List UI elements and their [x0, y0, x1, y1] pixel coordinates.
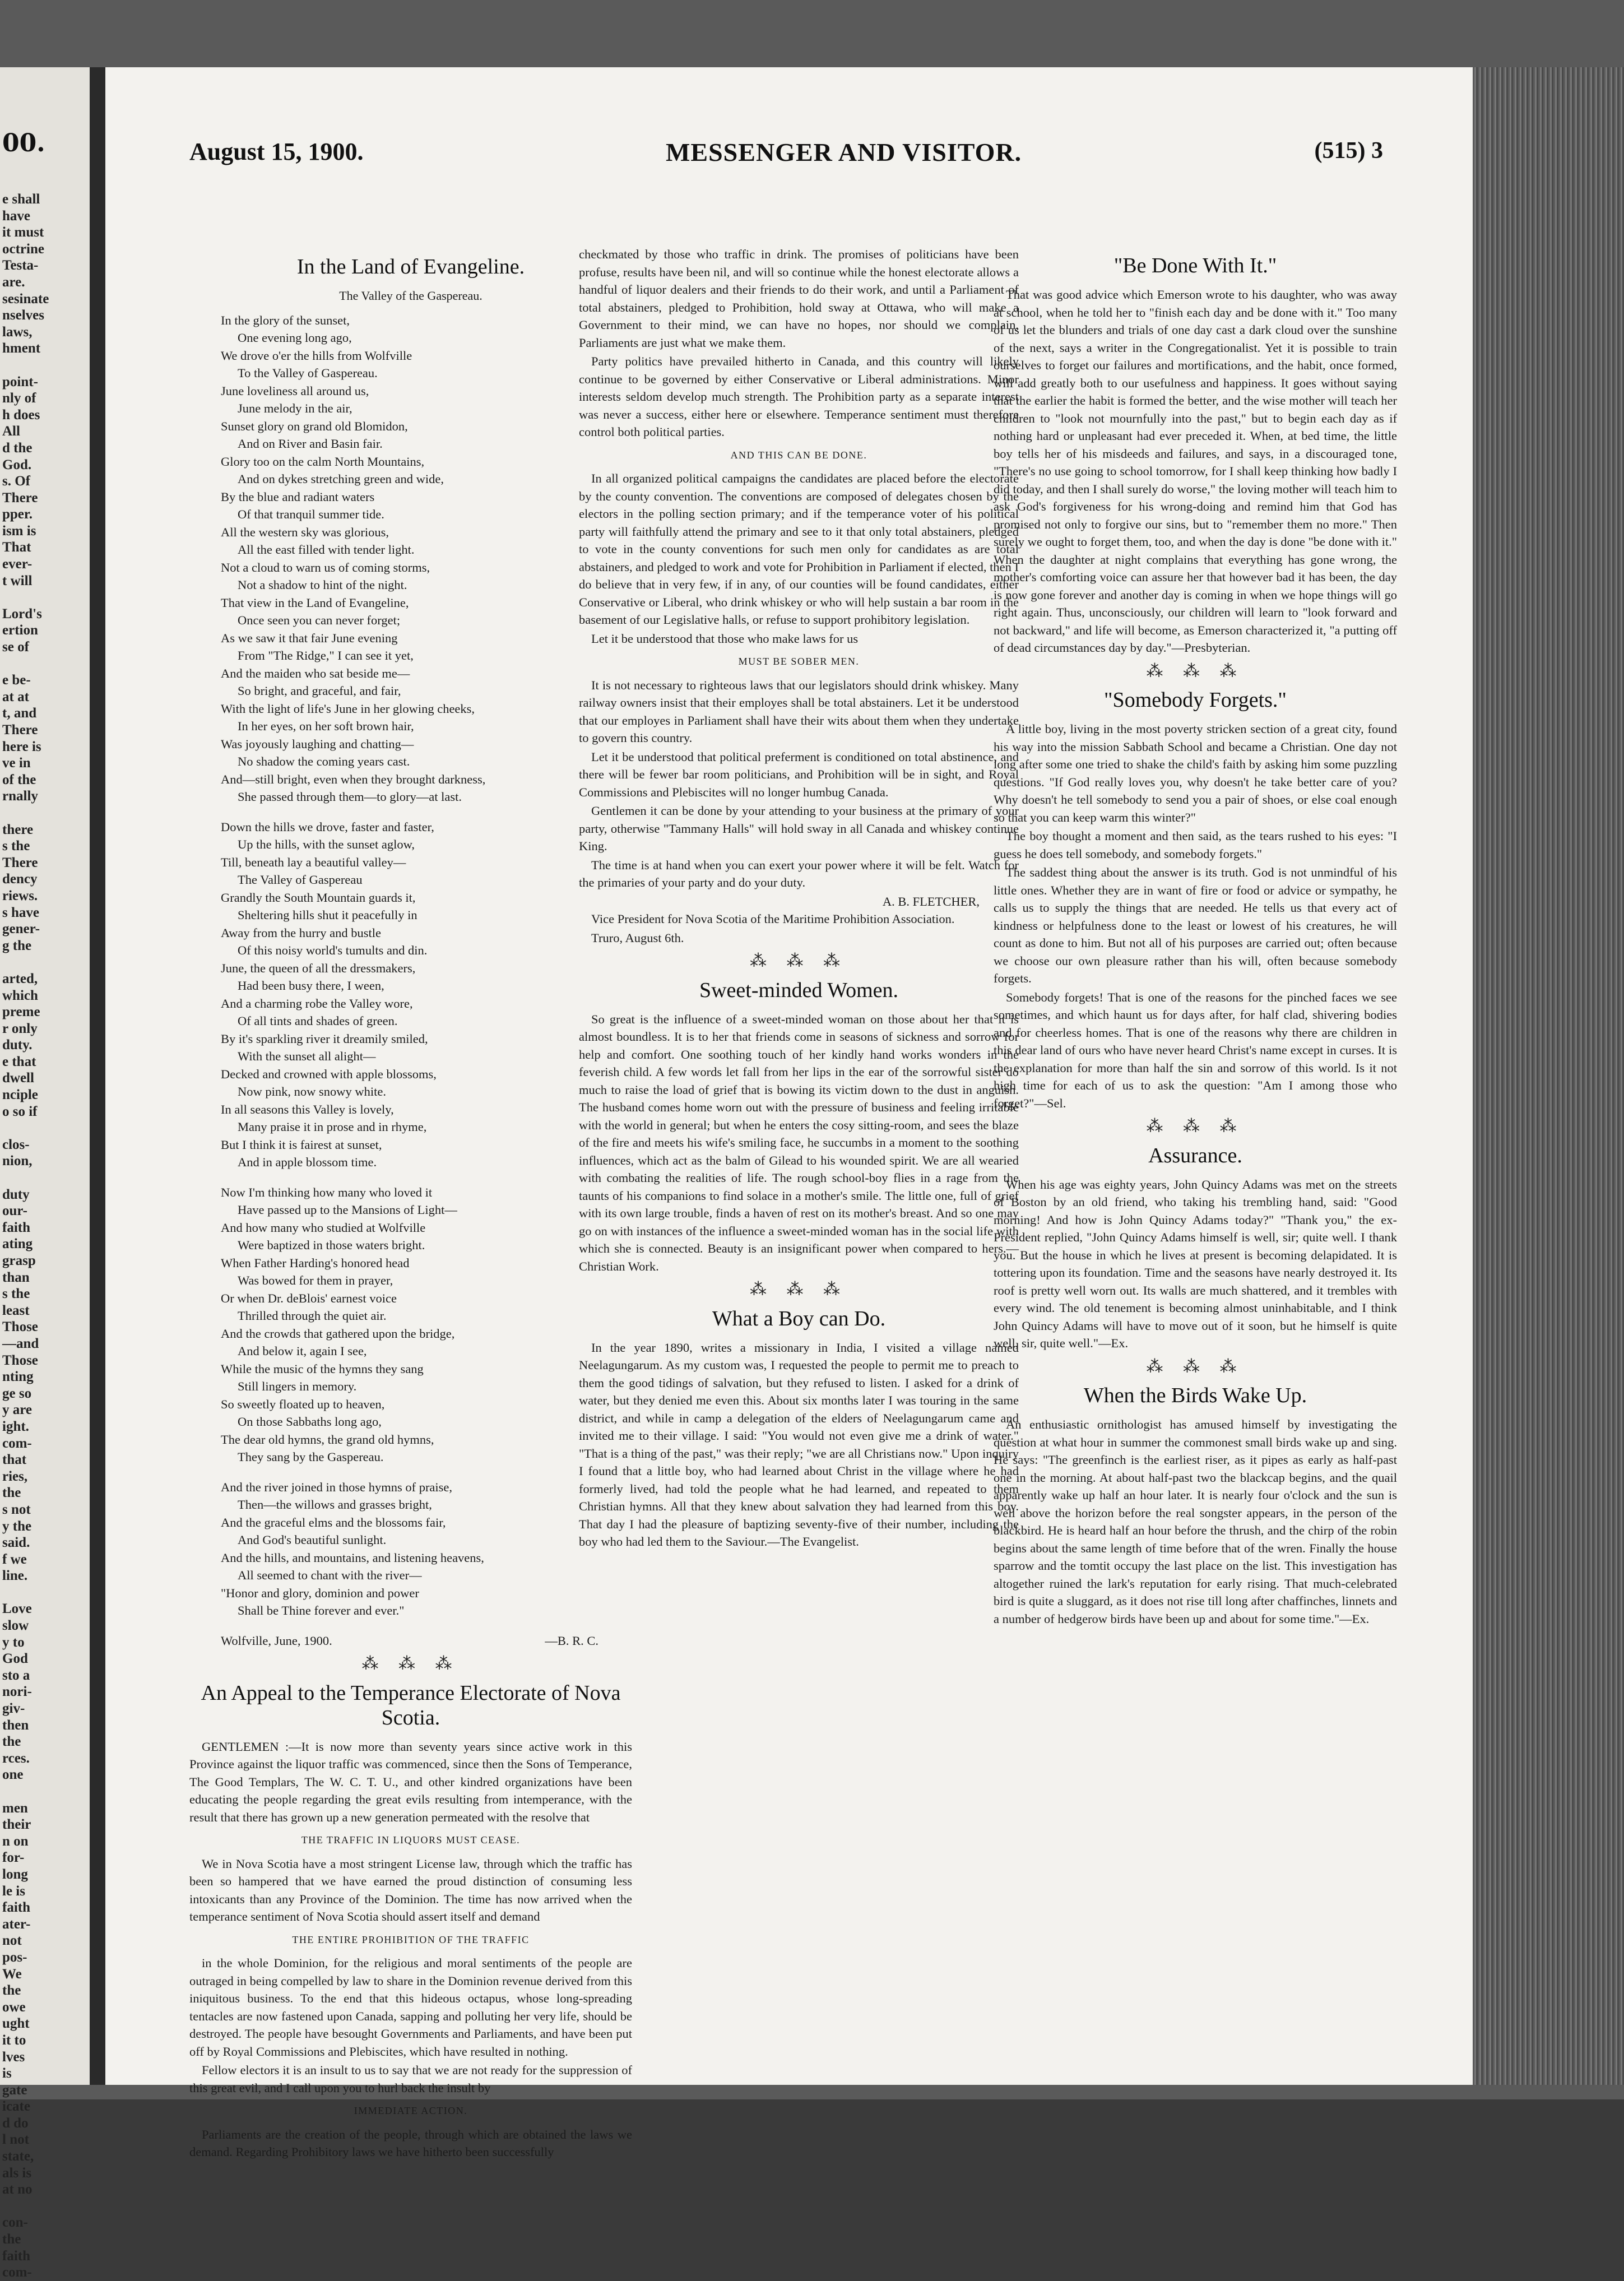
poem-line: Up the hills, with the sunset aglow, — [238, 837, 415, 851]
previous-page-year: 00. — [2, 129, 45, 157]
poem-author: —B. R. C. — [545, 1633, 598, 1648]
page-number: (515) 3 — [1314, 138, 1383, 164]
appeal-continued-paragraph: checkmated by those who traffic in drink. The promises of politicians have been profuse, results have been nil, and will so continue while the honest electorate allows a handful of liquor dealers and their friends to do their work, and until a Parliament of total abstainers, pledged to Prohibition, hold sway at Ottawa, who will make a Government to their mind, we can have no hopes, nor should we complain, Parliaments are just what we make them. — [579, 247, 1019, 350]
poem-line: By it's sparkling river it dreamily smiled, — [221, 1031, 428, 1046]
poem-stanza — [189, 1478, 632, 1620]
poem-line: On those Sabbaths long ago, — [238, 1415, 382, 1429]
poem-line: Was joyously laughing and chatting— — [221, 736, 414, 751]
poem-line: So bright, and graceful, and fair, — [238, 684, 401, 698]
poem-line: When Father Harding's honored head — [221, 1255, 410, 1270]
poem-line: Shall be Thine forever and ever." — [238, 1603, 405, 1617]
poem-line: All the western sky was glorious, — [221, 525, 389, 539]
poem-line: Many praise it in prose and in rhyme, — [238, 1120, 427, 1134]
poem-line: And on dykes stretching green and wide, — [238, 472, 444, 486]
article-paragraph: A little boy, living in the most poverty stricken section of a great city, found his way into the mission Sabbath School and became a Christian. One day not long after some one tried to shake the child's faith by asking him some puzzling questions. "If God really loves you, why doesn't he take better care of you? Why doesn't he tell somebody to send you a pair of shoes, or else coal enough so that you can keep warm this winter?" — [994, 722, 1397, 824]
article-title-sweet-minded-women: Sweet-minded Women. — [699, 978, 899, 1002]
poem-line: And the hills, and mountains, and listening heavens, — [221, 1550, 484, 1565]
poem-line: Had been busy there, I ween, — [238, 979, 384, 993]
poem-line: While the music of the hymns they sang — [221, 1361, 424, 1376]
poem-line: All the east filled with tender light. — [238, 543, 415, 557]
appeal-subhead: MUST BE SOBER MEN. — [738, 656, 860, 667]
poem-line: We drove o'er the hills from Wolfville — [221, 348, 412, 363]
poem-line: The Valley of Gaspereau — [238, 873, 363, 887]
appeal-continued-paragraph: In all organized political campaigns the candidates are placed before the electorate by the county convention. The conventions are composed of delegates chosen by the electors in the polling section primary; and if the temperance voter of his political party will faithfully attend the primary and see to it that only total abstainers, pledged to vote in the county conventions for such men only for candidates as are total abstainers, and pledged to work and vote for Prohibition in Parliament if elected, then I do believe that in very few, if in any, of our counties will be found candidates, either Conservative or Liberal, who drink whiskey or who will help sustain a bar room in the basement of our Legislative halls, or refuse to support prohibitory legislation. — [579, 471, 1019, 627]
poem-line: Then—the willows and grasses bright, — [238, 1498, 432, 1512]
appeal-subhead: THE TRAFFIC IN LIQUORS MUST CEASE. — [301, 1834, 521, 1846]
article-title-what-a-boy-can-do: What a Boy can Do. — [712, 1306, 886, 1330]
article-paragraph: The saddest thing about the answer is its truth. God is not unmindful of his little ones. Whether they are in want of fire or food or advice or sympathy, he calls us to supply the things that are needed. He tells us that every act of kindness or helpfulness done to the least or lowest of his creatures, he will count as done to him. But not all of his purposes are carried out; often because we choose our own pleasure rather than his will, often because somebody forgets. — [994, 865, 1397, 985]
poem-line: Or when Dr. deBlois' earnest voice — [221, 1291, 397, 1305]
previous-page-fragment — [0, 67, 90, 2280]
poem-line: Grandly the South Mountain guards it, — [221, 890, 416, 905]
appeal-signature-name: A. B. FLETCHER, — [882, 894, 980, 908]
poem-subtitle: The Valley of the Gaspereau. — [339, 289, 482, 303]
poem-line: Not a shadow to hint of the night. — [238, 578, 407, 592]
poem-line: Once seen you can never forget; — [238, 613, 401, 627]
article-paragraph: An enthusiastic ornithologist has amused himself by investigating the question at what hour in summer the commonest small birds wake up and sing. He says: "The greenfinch is the earliest riser, as it pipes as early as half-past one in the morning. At about half-past two the blackcap begins, and the quail apparently wake up half an hour later. It is nearly four o'clock and the sun is well above the horizon before the real songster appears, in the person of the blackbird. He is heard half an hour before the thrush, and the chirp of the robin begins about the same length of time before that of the wren. Finally the house sparrow and the tomtit occupy the last place on the list. This investigation has altogether ruined the lark's reputation for early rising. That much-celebrated bird is quite a sluggard, as it does not rise till long after chaffinches, linnets and a number of hedgerow birds have been up and about for some time."—Ex. — [994, 1417, 1397, 1626]
poem-line: Still lingers in memory. — [238, 1379, 357, 1393]
poem-body — [189, 312, 632, 1620]
issue-date: August 15, 1900. — [189, 138, 364, 165]
poem-line: Of that tranquil summer tide. — [238, 507, 384, 521]
newspaper-page — [105, 67, 1473, 2159]
poem-line: Of this noisy world's tumults and din. — [238, 943, 428, 957]
poem-line: June, the queen of all the dressmakers, — [221, 961, 416, 975]
article-title-somebody-forgets: "Somebody Forgets." — [1104, 688, 1287, 712]
paper-title: MESSENGER AND VISITOR. — [666, 138, 1022, 166]
poem-line: "Honor and glory, dominion and power — [221, 1585, 419, 1600]
column-1 — [189, 247, 632, 2162]
poem-signature-line — [189, 1632, 632, 1650]
poem-line: Down the hills we drove, faster and faster, — [221, 819, 434, 834]
article-paragraph: That was good advice which Emerson wrote to his daughter, who was away at school, when he told her to "finish each day and be done with it." Too many of us let the blunders and trials of one day cast a dark cloud over the sunshine of the next, says a writer in the Congregationalist. Yet it is possible to train ourselves to forget our failures and mortifications, and the habit, once formed, will add greatly both to our usefulness and happiness. It goes without saying that the earlier the habit is formed the better, and the wise mother will teach her children to "look not mournfully into the past," but to begin each day as if nothing hard or unpleasant had ever preceded it. When, at bed time, the little boy tells her of his misdeeds and failures, and says, in a discouraged tone, "There's no use going to school tomorrow, for I shall keep thinking how badly I did today, and then I shall surely do worse," the loving mother will teach him to ask God's forgiveness for his wrong-doing and remind him that God has promised not only to forgive our sins, but to "remember them no more." Then surely we ought to forget them, too, and when the day is done "be done with it." When the daughter at night complains that everything has gone wrong, the mother's comforting voice can assure her that however bad it has been, the day is now gone forever and another day is coming in when we hope things will go right again. Thus, unconsciously, our children will learn to "look forward and not backward," and life will become, as Emerson characterized it, "a putting off of dead circumstances day by day."—Presbyterian. — [994, 288, 1397, 655]
page-stack-edge — [1473, 67, 1624, 2085]
poem-line: Decked and crowned with apple blossoms, — [221, 1067, 437, 1081]
poem-line: June melody in the air, — [238, 401, 352, 415]
poem-line: And God's beautiful sunlight. — [238, 1533, 387, 1547]
poem-line: Sunset glory on grand old Blomidon, — [221, 419, 408, 433]
poem-line: With the light of life's June in her glowing cheeks, — [221, 701, 475, 716]
poem-line: All seemed to chant with the river— — [238, 1568, 422, 1582]
previous-page-text: e shall have it must octrine Testa- are. sesinate nselves laws, hment point- nly of h does All d the God. s. Of There pper. ism is That ever- t will Lord's ertion se of e be- at at t, and There here is ve in of the rnally there s the There dency riews. s have gener- g the arted, which preme r only duty. e that dwell nciple o so if clos- nion, duty our- faith ating grasp than s the least Those —and Those nting ge so y are ight. com- that ries, the s not y the said. f we line. Love slow y to God sto a nori- giv- then the rces. one men their n on for- long le is faith ater- not pos- We the owe ught it to lves is gate icate d do l not state, als is at no con- the faith com- — [2, 192, 49, 2280]
appeal-paragraph: Fellow electors it is an insult to us to say that we are not ready for the suppression of this great evil, and I call upon you to hurl back the insult by — [189, 2063, 632, 2095]
poem-line: She passed through them—to glory—at last. — [238, 790, 462, 804]
appeal-subhead: AND THIS CAN BE DONE. — [730, 449, 867, 461]
poem-line: Were baptized in those waters bright. — [238, 1238, 425, 1252]
poem-stanza — [189, 1184, 632, 1466]
poem-line: By the blue and radiant waters — [221, 489, 375, 504]
poem-line: Was bowed for them in prayer, — [238, 1273, 393, 1287]
poem-line: The dear old hymns, the grand old hymns, — [221, 1432, 434, 1447]
poem-stanza — [189, 818, 632, 1171]
poem-line: In her eyes, on her soft brown hair, — [238, 719, 414, 733]
poem-line: As we saw it that fair June evening — [221, 630, 398, 645]
poem-line: But I think it is fairest at sunset, — [221, 1137, 382, 1152]
appeal-continued-paragraph: Party politics have prevailed hitherto in Canada, and this country will likely continue to be governed by either Conservative or Liberal administrations. Minor interests seldom develop much strength. The Prohibition party as a separate interest was never a success, either here or elsewhere. Temperance sentiment must therefore control both political parties. — [579, 354, 1019, 439]
poem-line: To the Valley of Gaspereau. — [238, 366, 378, 380]
poem-line: And the crowds that gathered upon the bridge, — [221, 1326, 455, 1341]
binding-gutter — [90, 67, 105, 2085]
article-paragraph: So great is the influence of a sweet-minded woman on those about her that it is almost boundless. It is to her that friends come in seasons of sickness and sorrow for help and comfort. One soothing touch of her kindly hand works wonders in the feverish child. A few words let fall from her lips in the ear of the sorrowful sister do much to raise the load of grief that is bowing its victim down to the dust in anguish. The husband comes home worn out with the pressure of business and feeling irritable with the world in general; but when he enters the cosy sitting-room, and sees the blaze of the fire and meets his wife's smiling face, he succumbs in a moment to the soothing influences, which act as the balm of Gilead to his wounded spirit. We are all wearied with combating the realities of life. The rough school-boy flies in a rage from the taunts of his companions to find solace in a mother's smile. The little one, full of grief with its own large trouble, finds a haven of rest on its mother's breast. And so one may go on with instances of the influence a sweet-minded woman has in the social life with which she is connected. Beauty is an insignificant power when compared to hers.—Christian Work. — [579, 1012, 1019, 1273]
section-ornament: ⁂ ⁂ ⁂ — [750, 952, 848, 970]
poem-place-date: Wolfville, June, 1900. — [221, 1633, 332, 1648]
appeal-signature-place: Truro, August 6th. — [591, 930, 684, 945]
poem-line: Away from the hurry and bustle — [221, 925, 381, 940]
masthead — [189, 137, 1405, 182]
poem-line: Till, beneath lay a beautiful valley— — [221, 855, 406, 869]
section-ornament: ⁂ ⁂ ⁂ — [361, 1654, 460, 1673]
section-ornament: ⁂ ⁂ ⁂ — [1146, 1357, 1245, 1376]
poem-line: And on River and Basin fair. — [238, 437, 383, 451]
appeal-subhead: IMMEDIATE ACTION. — [354, 2105, 468, 2116]
poem-line: Have passed up to the Mansions of Light— — [238, 1203, 457, 1217]
poem-line: And—still bright, even when they brought darkness, — [221, 772, 486, 786]
poem-line: In all seasons this Valley is lovely, — [221, 1102, 394, 1116]
article-paragraph: In the year 1890, writes a missionary in India, I visited a village named Neelagungarum. As my custom was, I requested the people to permit me to preach to them the good tidings of salvation, but they refused to listen. I asked for a drink of water, but they denied me even this. About six months later I was touring in the same district, and while in camp a delegation of the elders of Neelagungarum came and invited me to their village. I said: "You would not even give me a drink of water." "That is a thing of the past," was their reply; "we are all Christians now." Upon inquiry I found that a little boy, who had learned about Christ in the village where he had formerly lived, had told the people what he had learned, and repeated to them Christian hymns. All that they knew about salvation they had learned from this boy. That day I had the pleasure of baptizing seventy-five of their number, including the boy who had led them to the Saviour.—The Evangelist. — [579, 1340, 1019, 1549]
appeal-title: An Appeal to the Temperance Electorate of Nova Scotia. — [201, 1681, 621, 1730]
article-title-when-the-birds-wake-up: When the Birds Wake Up. — [1083, 1384, 1307, 1407]
poem-line: Glory too on the calm North Mountains, — [221, 454, 425, 469]
appeal-continued-paragraph: It is not necessary to righteous laws that our legislators should drink whiskey. Many railway owners insist that their employes shall be total abstainers. Let it be understood that our employes in Parliament shall have their wits about them when they undertake to govern this country. — [579, 678, 1019, 745]
poem-line: Sheltering hills shut it peacefully in — [238, 908, 417, 922]
poem-line: With the sunset all alight— — [238, 1049, 376, 1063]
poem-line: Of all tints and shades of green. — [238, 1014, 398, 1028]
appeal-paragraph: GENTLEMEN :—It is now more than seventy years since active work in this Province against the liquor traffic was commenced, since then the Sons of Temperance, The Good Templars, The W. C. T. U., and other kindred organizations have been educating the people regarding the great evils resulting from intemperance, with the result that there has grown up a new generation permeated with the resolve that — [189, 1739, 632, 1824]
poem-line: So sweetly floated up to heaven, — [221, 1397, 385, 1411]
poem-line: And a charming robe the Valley wore, — [221, 996, 413, 1010]
article-paragraph: The boy thought a moment and then said, as the tears rushed to his eyes: "I guess he does tell somebody, and somebody forgets." — [994, 829, 1397, 861]
poem-line: June loveliness all around us, — [221, 383, 369, 398]
article-title-be-done-with-it: "Be Done With It." — [1113, 254, 1277, 277]
section-ornament: ⁂ ⁂ ⁂ — [1146, 1117, 1245, 1135]
poem-line: From "The Ridge," I can see it yet, — [238, 648, 414, 662]
poem-title: In the Land of Evangeline. — [296, 255, 525, 279]
poem-stanza — [189, 312, 632, 806]
column-3 — [994, 245, 1397, 1629]
poem-line: And the maiden who sat beside me— — [221, 666, 410, 680]
poem-line: One evening long ago, — [238, 331, 352, 345]
section-ornament: ⁂ ⁂ ⁂ — [750, 1280, 848, 1299]
appeal-paragraph: We in Nova Scotia have a most stringent License law, through which the traffic has been so hampered that we have earned the proud distinction of consuming less intoxicants than any Province of the Dominion. The time has now arrived when the temperance sentiment of Nova Scotia should assert itself and demand — [189, 1856, 632, 1923]
article-title-assurance: Assurance. — [1148, 1143, 1242, 1167]
appeal-paragraph: Parliaments are the creation of the people, through which are obtained the laws we demand. Regarding Prohibitory laws we have hitherto been successfully — [189, 2127, 632, 2159]
poem-line: And the river joined in those hymns of praise, — [221, 1480, 453, 1494]
article-paragraph: Somebody forgets! That is one of the reasons for the pinched faces we see sometimes, and which haunt us for days after, for half clad, shivering bodies and for cheerless homes. That is one of the reasons why there are children in this dear land of ours who have never heard Christ's name except in curses. It is the explanation for more than half the sin and sorrow of this world. Is it not high time for each of us to ask the question: "Am I among those who forget?"—Sel. — [994, 990, 1397, 1110]
poem-line: That view in the Land of Evangeline, — [221, 595, 409, 610]
column-2 — [579, 245, 1019, 1552]
section-ornament: ⁂ ⁂ ⁂ — [1146, 661, 1245, 680]
poem-line: And below it, again I see, — [238, 1344, 367, 1358]
appeal-continued-paragraph: Let it be understood that political preferment is conditioned on total abstinence, and there will be fewer bar room politicians, and Prohibition will be in sight, and Royal Commissions and Plebiscites will no longer humbug Canada. — [579, 749, 1019, 799]
appeal-subhead: THE ENTIRE PROHIBITION OF THE TRAFFIC — [292, 1934, 530, 1945]
appeal-continued-paragraph: Let it be understood that those who make laws for us — [591, 631, 859, 646]
poem-line: Now I'm thinking how many who loved it — [221, 1185, 433, 1199]
poem-line: And how many who studied at Wolfville — [221, 1220, 426, 1235]
poem-line: And the graceful elms and the blossoms fair, — [221, 1515, 446, 1529]
appeal-paragraph: in the whole Dominion, for the religious and moral sentiments of the people are outraged in being compelled by law to share in the Dominion revenue derived from this iniquitous business. To the end that this hideous octapus, whose long-spreading tentacles are now fastened upon Canada, sapping and polluting her very life, should be destroyed. The people have besought Governments and Parliaments, and have been put off by Royal Commissions and Plebiscites, which have resulted in nothing. — [189, 1956, 632, 2059]
poem-line: And in apple blossom time. — [238, 1155, 377, 1169]
appeal-continued-paragraph: Gentlemen it can be done by your attending to your business at the primary of your party, otherwise "Tammany Halls" will hold sway in all Canada and whiskey continue King. — [579, 804, 1019, 853]
poem-line: Now pink, now snowy white. — [238, 1084, 386, 1098]
article-paragraph: When his age was eighty years, John Quincy Adams was met on the streets of Boston by an old friend, who taking his trembling hand, said: "Good morning! And how is John Quincy Adams today?" "Thank you," the ex-President replied, "John Quincy Adams himself is well, sir; quite well. I thank you. But the house in which he lives at present is becoming delapidated. It is tottering upon its foundation. Time and the seasons have nearly destroyed it. Its roof is pretty well worn out. Its walls are much shattered, and it trembles with every wind. The old tenement is becoming almost uninhabitable, and I think John Quincy Adams will have to move out of it soon, but he himself is quite well, sir, quite well."—Ex. — [994, 1177, 1397, 1350]
appeal-continued-paragraph: The time is at hand when you can exert your power where it will be felt. Watch for the primaries of your party and do your duty. — [579, 857, 1019, 889]
poem-line: No shadow the coming years cast. — [238, 754, 410, 768]
poem-line: They sang by the Gaspereau. — [238, 1450, 384, 1464]
poem-line: Not a cloud to warn us of coming storms, — [221, 560, 430, 574]
poem-line: Thrilled through the quiet air. — [238, 1309, 387, 1323]
poem-line: In the glory of the sunset, — [221, 313, 350, 327]
appeal-signature-role: Vice President for Nova Scotia of the Maritime Prohibition Association. — [591, 912, 955, 926]
